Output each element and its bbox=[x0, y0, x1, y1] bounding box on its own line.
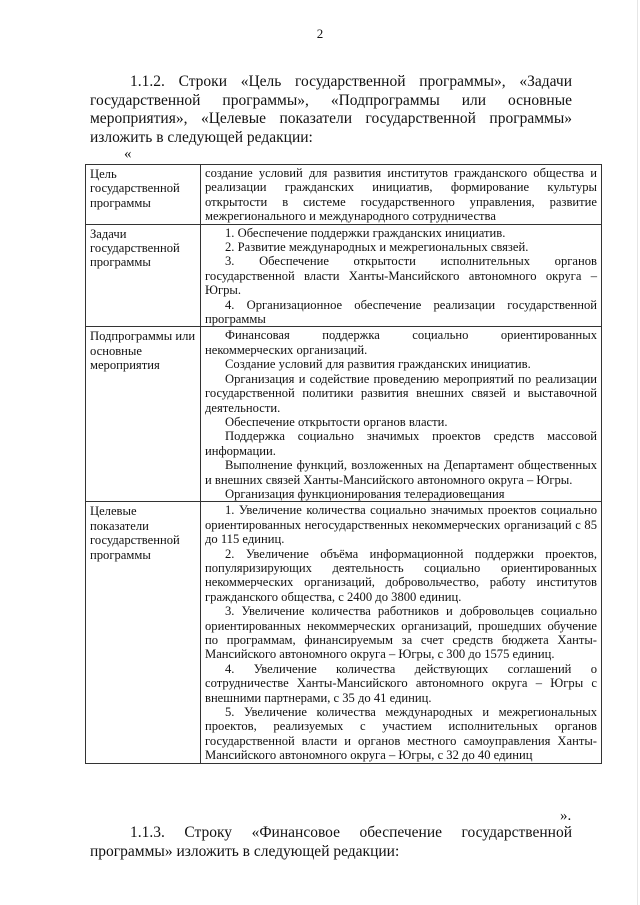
row-item: 1. Обеспечение поддержки гражданских инициатив. bbox=[225, 225, 506, 240]
table-row-goal bbox=[86, 165, 602, 225]
program-passport-table bbox=[85, 164, 602, 764]
row-item: 3. Обеспечение открытости исполнительных органов государственной власти Ханты-Мансийского автономного округа – Югры. bbox=[205, 254, 597, 298]
page-number: 2 bbox=[316, 26, 324, 41]
table-row-subprograms bbox=[86, 327, 602, 502]
row-label: Цель государственной программы bbox=[86, 165, 201, 225]
row-item: 2. Развитие международных и межрегиональных связей. bbox=[225, 240, 529, 255]
row-item: 4. Увеличение количества действующих соглашений о сотрудничестве Ханты-Мансийского автономного округа – Югры с внешними партнерами, с 35 до 41 единиц. bbox=[205, 661, 597, 705]
row-label: Целевые показатели государственной программы bbox=[86, 502, 201, 763]
table-row-indicators bbox=[86, 502, 602, 763]
row-content bbox=[201, 165, 602, 225]
opening-quote: « bbox=[124, 146, 132, 162]
row-item: Организация и содействие проведению мероприятий по реализации государственной политики развития внешних связей и выставочной деятельности. bbox=[205, 371, 597, 415]
row-item: создание условий для развития институтов гражданского общества и реализации гражданских инициатив, формирование культуры открытости в системе государственного управления, развитие межрегионального и международного сотрудничества bbox=[205, 166, 597, 224]
row-label: Подпрограммы или основные мероприятия bbox=[86, 327, 201, 502]
row-item: Поддержка социально значимых проектов средств массовой информации. bbox=[205, 429, 597, 458]
row-item: 2. Увеличение объёма информационной поддержки проектов, популяризирующих деятельность социально ориентированных некоммерческих организаций, добровольчество, работу институтов гражданского общества, с 2400 до 3800 единиц. bbox=[205, 546, 597, 604]
row-item: Финансовая поддержка социально ориентированных некоммерческих организаций. bbox=[205, 328, 597, 357]
row-content bbox=[201, 224, 602, 327]
row-item: 1. Увеличение количества социально значимых проектов социально ориентированных негосударственных некоммерческих организаций с 85 до 115 единиц. bbox=[205, 503, 597, 547]
closing-quote: ». bbox=[560, 808, 572, 824]
row-item: 4. Организационное обеспечение реализации государственной программы bbox=[205, 297, 597, 327]
intro-paragraph: 1.1.2. Строки «Цель государственной программы», «Задачи государственной программы», «Подпрограммы или основные мероприятия», «Целевые показатели государственной программы» изложить в следующей редакции: bbox=[90, 73, 572, 146]
row-item: Выполнение функций, возложенных на Департамент общественных и внешних связей Ханты-Мансийского автономного округа – Югры. bbox=[205, 458, 597, 487]
next-paragraph: 1.1.3. Строку «Финансовое обеспечение государственной программы» изложить в следующей редакции: bbox=[90, 824, 572, 860]
row-content bbox=[201, 502, 602, 763]
row-item: 3. Увеличение количества работников и добровольцев социально ориентированных некоммерческих организаций, прошедших обучение по программам, финансируемым за счет средств бюджета Ханты-Мансийского автономного округа – Югры, с 300 до 1575 единиц. bbox=[205, 604, 597, 662]
row-item: Создание условий для развития гражданских инициатив. bbox=[225, 357, 531, 372]
row-label: Задачи государственной программы bbox=[86, 224, 201, 327]
scan-edge-line bbox=[637, 0, 638, 905]
row-item: 5. Увеличение количества международных и межрегиональных проектов, реализуемых с участием исполнительных органов государственной власти и органов местного самоуправления Ханты-Мансийского автономного округа – Югры, с 32 до 40 единиц bbox=[205, 705, 597, 763]
row-item: Организация функционирования телерадиовещания bbox=[225, 486, 505, 501]
row-content bbox=[201, 327, 602, 502]
table-row-tasks bbox=[86, 224, 602, 327]
row-item: Обеспечение открытости органов власти. bbox=[225, 414, 448, 429]
